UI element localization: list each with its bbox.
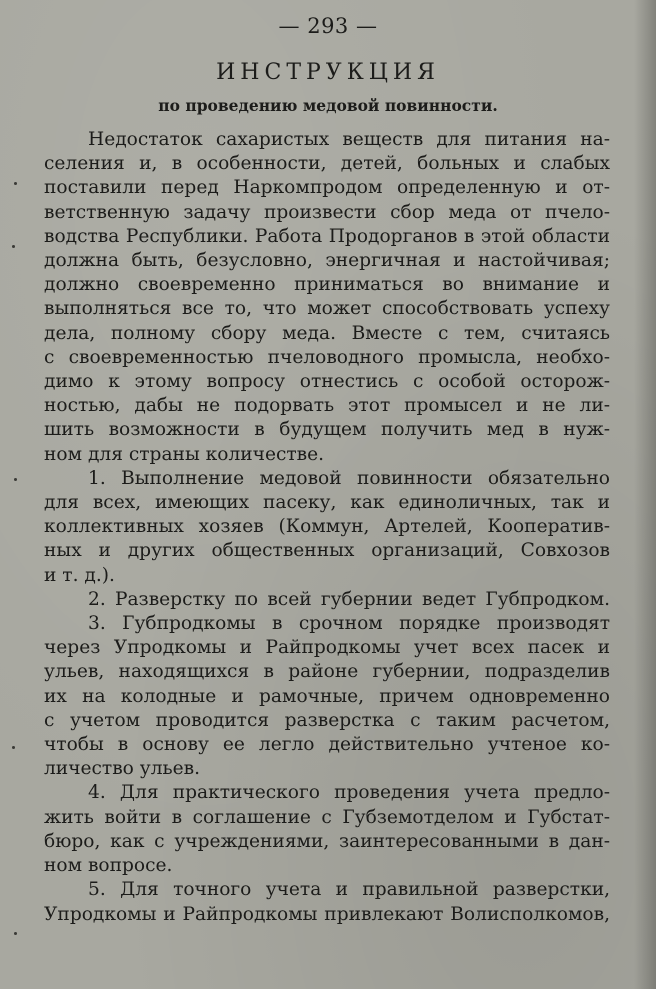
text-line: бюро, как с учреждениями, заинтересованными в дан- [44,830,610,852]
text-line: чтобы в основу ее легло действительно учтеное ко- [44,734,610,756]
text-line: ных и других общественных организаций, Совхозов [44,540,610,562]
text-line: селения и, в особенности, детей, больных и слабых [44,153,610,175]
text-line: с своевременностью пчеловодного промысла, необхо- [44,346,610,368]
print-speck [12,245,15,248]
text-line: для всех, имеющих пасеку, как единоличных, так и [44,492,610,514]
text-line: выполняться все то, что может способствовать успеху [44,298,610,320]
text-line: и т. д.). [44,564,115,586]
text-line: ном для страны количестве. [44,443,325,465]
print-speck [14,932,17,935]
text-line: димо к этому вопросу отнестись с особой осторож- [44,371,610,393]
print-speck [12,746,15,749]
text-line: поставили перед Наркомпродом определенную и от- [44,177,610,199]
text-line: 2. Разверстку по всей губернии ведет Губпродком. [88,588,610,610]
text-line: ветственную задачу произвести сбор меда от пчело- [44,201,610,223]
text-line: 4. Для практического проведения учета предло- [88,782,610,804]
text-line: Недостаток сахаристых веществ для питания на- [88,129,610,150]
text-line: через Упродкомы и Райпродкомы учет всех пасек и [44,637,610,659]
text-line: коллективных хозяев (Коммун, Артелей, Кооператив- [44,516,610,538]
text-line: дела, полному сбору меда. Вместе с тем, считаясь [44,322,610,344]
text-line: шить возможности в будущем получить мед в нуж- [44,419,610,441]
text-line: ульев, находящихся в районе губернии, подразделив [44,661,610,683]
document-title: ИНСТРУКЦИЯ [216,60,440,85]
body-text [44,128,610,927]
text-line: должна быть, безусловно, энергичная и настойчивая; [44,250,610,272]
text-line: с учетом проводится разверстка с таким расчетом, [44,709,610,731]
text-line: 1. Выполнение медовой повинности обязательно [88,467,610,489]
page-edge-shadow [634,0,656,989]
text-line: 5. Для точного учета и правильной разверстки, [88,879,610,901]
text-line: жить войти в соглашение с Губземотделом и Губстат- [44,806,610,828]
text-line: ностью, дабы не подорвать этот промысел и не ли- [44,395,610,417]
print-speck [14,478,17,481]
print-speck [14,182,17,185]
text-line: их на колодные и рамочные, причем одновременно [44,685,610,707]
text-line: ном вопросе. [44,855,173,877]
page-number: — 293 — [278,14,378,38]
text-line: водства Республики. Работа Продорганов в этой области [44,225,610,247]
document-subtitle: по проведению медовой повинности. [158,96,498,115]
text-line: личество ульев. [44,758,201,780]
text-line: должно своевременно приниматься во внимание и [44,274,610,296]
text-line: 3. Губпродкомы в срочном порядке производят [88,613,610,635]
text-line: Упродкомы и Райпродкомы привлекают Волисполкомов, [44,903,610,925]
